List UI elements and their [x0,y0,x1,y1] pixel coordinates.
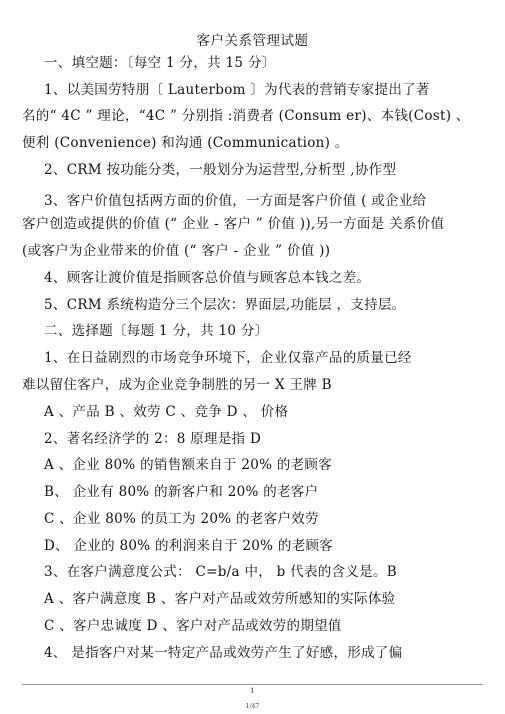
page-number: 1 [250,687,255,695]
question-line: 客户创造或提供的价值 (“ 企业 - 客户 ” 价值 )),另一方面是 关系价值 [22,216,445,232]
page-count: 1/47 [245,703,260,710]
question-line: 2、CRM 按功能分类，一般划分为运营型,分析型 ,协作型 [44,162,397,178]
question-line: 5、CRM 系统构造分三个层次：界面层,功能层 ，支持层。 [44,297,406,313]
answer-option: C 、企业 80% 的员工为 20% 的老客户效劳 [44,511,319,527]
question-line: 1、在日益剧烈的市场竞争环境下，企业仅靠产品的质量已经 [44,350,412,366]
question-line: 4、顾客让渡价值是指顾客总价值与顾客总本钱之差。 [44,270,371,286]
section-heading-fill-in: 一、填空题：〔每空 1 分，共 15 分〕 [44,55,276,71]
footer-divider [22,684,483,685]
question-line: 2、著名经济学的 2：8 原理是指 D [44,431,262,447]
answer-option: B、 企业有 80% 的新客户和 20% 的老客户 [44,484,319,500]
answer-option: D、 企业的 80% 的利润来自于 20% 的老顾客 [44,538,334,554]
question-line: 3、在客户满意度公式： C=b/a 中， b 代表的含义是。B [44,564,397,580]
question-line: 名的“ 4C ” 理论，“4C ” 分别指 :消费者 (Consum er)、本钱(Cost) 、 [22,108,470,124]
document-title: 客户关系管理试题 [196,33,309,49]
answer-options: A 、客户满意度 B 、客户对产品或效劳所感知的实际体验 [44,591,396,607]
question-line: 难以留住客户，成为企业竞争制胜的另一 X 王牌 B [22,377,332,393]
question-line: 便利 (Convenience) 和沟通 (Communication) 。 [22,135,349,151]
answer-option: A 、企业 80% 的销售额来自于 20% 的老顾客 [44,457,333,473]
question-line: 4、 是指客户对某一特定产品或效劳产生了好感，形成了偏 [44,645,403,661]
answer-options: A 、产品 B 、效劳 C 、竞争 D 、 价格 [44,404,289,420]
question-line: 3、客户价值包括两方面的价值，一方面是客户价值 ( 或企业给 [44,193,427,209]
question-line: 1、以美国劳特朋〔 Lauterbom 〕为代表的营销专家提出了著 [44,82,430,98]
section-heading-multiple-choice: 二、选择题〔每题 1 分，共 10 分〕 [44,323,269,339]
answer-options: C 、客户忠诚度 D 、客户对产品或效劳的期望值 [44,618,342,634]
question-line: (或客户为企业带来的价值 (“ 客户 - 企业 ” 价值 )) [22,243,331,259]
